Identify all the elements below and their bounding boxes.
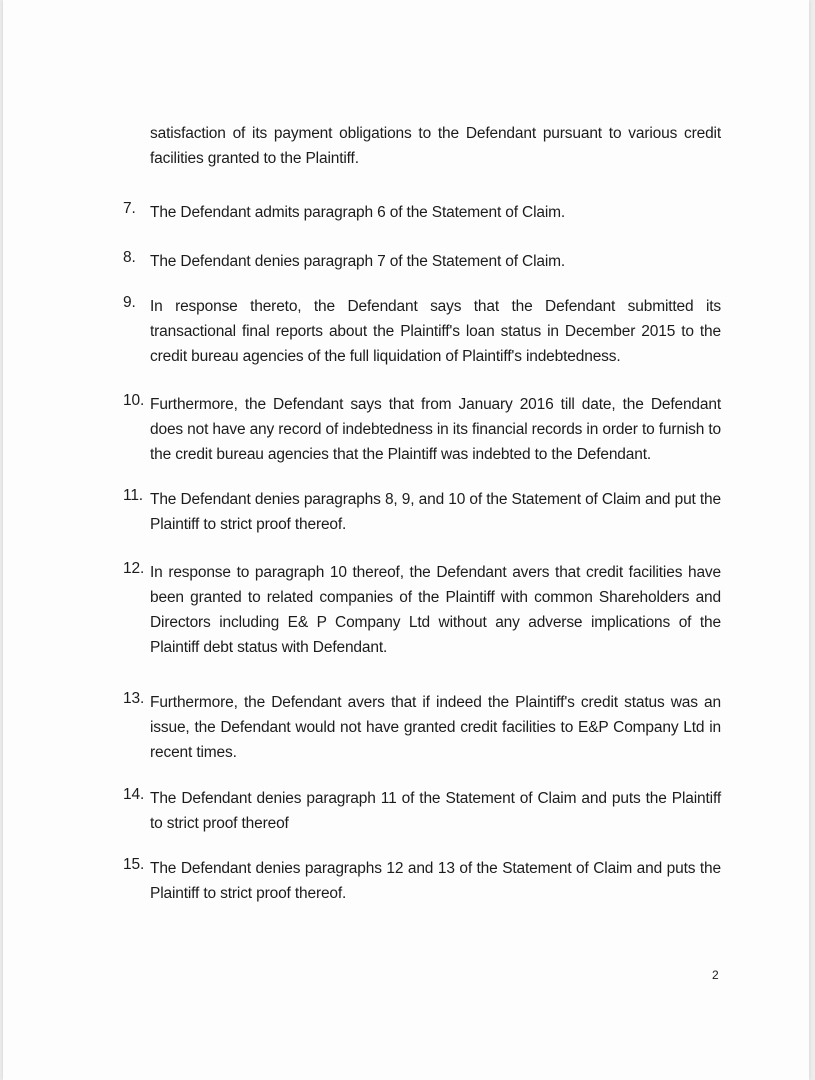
paragraph-text: Furthermore, the Defendant avers that if indeed the Plaintiff's credit status was an issue, the Defendant would not have granted credit facilities to E&P Company Ltd in recent times.	[150, 694, 721, 761]
paragraph-text: The Defendant denies paragraph 11 of the Statement of Claim and puts the Plaintiff to strict proof thereof	[150, 790, 721, 832]
paragraph-number: 9.	[123, 294, 136, 311]
paragraph-9	[123, 294, 721, 369]
page-number: 2	[712, 968, 719, 982]
paragraph-14	[123, 786, 721, 836]
paragraph-12	[123, 560, 721, 660]
paragraph-10	[123, 392, 721, 467]
paragraph-8	[123, 249, 721, 274]
paragraph-11	[123, 487, 721, 537]
paragraph-number: 13.	[123, 690, 145, 707]
document-page	[3, 0, 809, 1080]
paragraph-text: In response thereto, the Defendant says that the Defendant submitted its transactional final reports about the Plaintiff's loan status in December 2015 to the credit bureau agencies of the full liquidation of Plaintiff's indebtedness.	[150, 298, 721, 365]
paragraph-number: 14.	[123, 786, 145, 803]
paragraph-number: 10.	[123, 392, 145, 409]
paragraph-number: 12.	[123, 560, 145, 577]
paragraph-text: Furthermore, the Defendant says that from January 2016 till date, the Defendant does not have any record of indebtedness in its financial records in order to furnish to the credit bureau agencies that the Plaintiff was indebted to the Defendant.	[150, 396, 721, 463]
paragraph-number: 11.	[123, 487, 143, 504]
continuation-text: satisfaction of its payment obligations to the Defendant pursuant to various credit facilities granted to the Plaintiff.	[150, 125, 721, 167]
paragraph-text: The Defendant admits paragraph 6 of the Statement of Claim.	[150, 204, 566, 221]
paragraph-15	[123, 856, 721, 906]
paragraph-text: In response to paragraph 10 thereof, the Defendant avers that credit facilities have been granted to related companies of the Plaintiff with common Shareholders and Directors including E& P Company Ltd without any adverse implications of the Plaintiff debt status with Defendant.	[150, 564, 721, 656]
paragraph-number: 8.	[123, 249, 136, 266]
paragraph-13	[123, 690, 721, 765]
paragraph-text: The Defendant denies paragraphs 12 and 13 of the Statement of Claim and puts the Plaintiff to strict proof thereof.	[150, 860, 721, 902]
paragraph-text: The Defendant denies paragraph 7 of the Statement of Claim.	[150, 253, 566, 270]
paragraph-number: 7.	[123, 200, 136, 217]
paragraph-7	[123, 200, 721, 225]
paragraph-number: 15.	[123, 856, 145, 873]
paragraph-text: The Defendant denies paragraphs 8, 9, and 10 of the Statement of Claim and put the Plaintiff to strict proof thereof.	[150, 491, 721, 533]
